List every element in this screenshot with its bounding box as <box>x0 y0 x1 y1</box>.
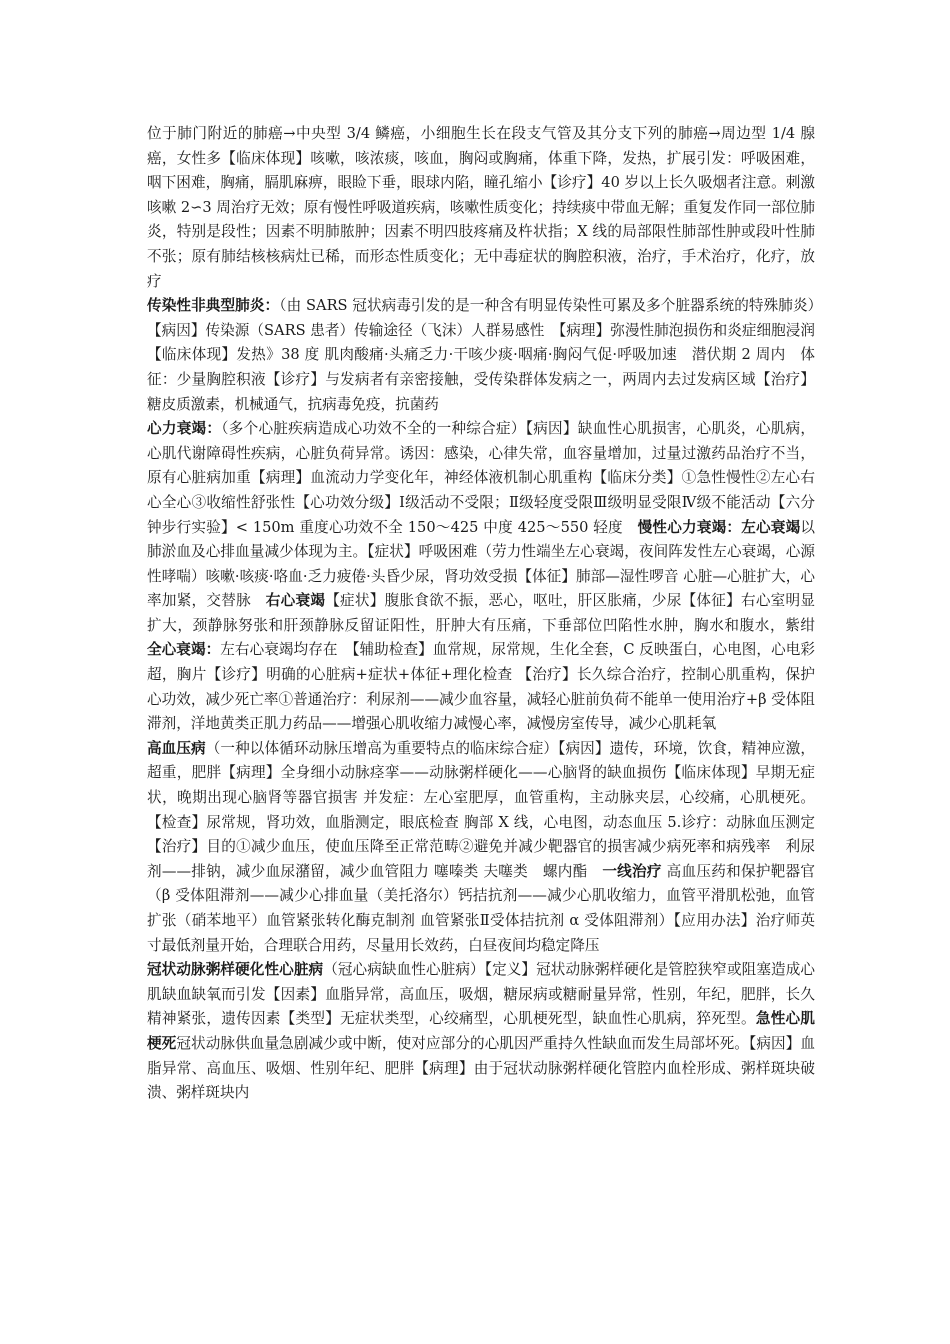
section-heading: 传染性非典型肺炎： <box>147 297 280 315</box>
paragraph-text: （多个心脏疾病造成心功效不全的一种综合症）【病因】缺血性心肌损害，心肌炎，心肌病，心肌代谢障碍性疾病，心脏负荷异常。诱因：感染，心律失常，血容量增加，过量过激药品治疗不当，原有心脏病加重【病理】血流动力学变化年，神经体液机制心肌重构【临床分类】①急性慢性②左心右心全心③收缩性舒张性【心功效分级】Ⅰ级活动不受限；Ⅱ级轻度受限Ⅲ级明显受限Ⅳ级不能活动【六分钟步行实验】< 150m 重度心功效不全 150～425 中度 425～550 轻度 <box>147 420 815 536</box>
subsection-heading: 全心衰竭： <box>147 641 221 659</box>
paragraph-text: 以肺淤血及心排血量减少体现为主。【症状】呼吸困难（劳力性端坐左心衰竭，夜间阵发性左心衰竭，心源性哮喘）咳嗽·咳痰·咯血·乏力疲倦·头昏少尿，肾功效受损【体征】肺部—湿性啰音 心脏—心脏扩大，心率加紧，交替脉 <box>147 518 815 610</box>
paragraph-text: （由 SARS 冠状病毒引发的是一种含有明显传染性可累及多个脏器系统的特殊肺炎） 【病因】传染源（SARS 患者）传输途径（飞沫）人群易感性 【病理】弥漫性肺泡损伤和炎症细胞浸润 【临床体现】发热》38 度 肌肉酸痛·头痛乏力·干咳少痰·咽痛·胸闷气促·呼吸加速 潜伏期 2 周内 体征：少量胸腔积液【诊疗】与发病者有亲密接触，受传染群体发病之一，两周内去过发病区域【治疗】糖皮质激素，机械通气，抗病毒免疫，抗菌药 <box>147 297 830 413</box>
paragraph-coronary <box>147 958 815 1106</box>
paragraph-text: 【症状】腹胀食欲不振，恶心，呕吐，肝区胀痛，少尿【体征】右心室明显扩大，颈静脉努张和肝颈静脉反留证阳性，肝肿大有压痛，下垂部位凹陷性水肿，胸水和腹水，紫绀 <box>147 592 830 634</box>
paragraph-lung-cancer <box>147 122 815 294</box>
paragraph-heart-failure <box>147 417 830 737</box>
section-heading: 心力衰竭： <box>147 420 222 438</box>
paragraph-text: 左右心衰竭均存在 【辅助检查】血常规，尿常规，生化全套，C 反映蛋白，心电图，心电彩超，胸片【诊疗】明确的心脏病+症状+体征+理化检查 【治疗】长久综合治疗，控制心肌重构，保护心功效，减少死亡率①普通治疗：利尿剂——减少血容量，减轻心脏前负荷不能单一使用治疗+β 受体阻滞剂，洋地黄类正肌力药品——增强心肌收缩力减慢心率，减慢房室传导，减少心肌耗氧 <box>147 641 815 733</box>
paragraph-text: 高血压药和保护靶器官（β 受体阻滞剂——减少心排血量（美托洛尔）钙拮抗剂——减少心肌收缩力，血管平滑肌松弛，血管扩张（硝苯地平）血管紧张转化酶克制剂 血管紧张Ⅱ受体拮抗剂 α 受体阻滞剂）【应用办法】治疗师英寸最低剂量开始，合理联合用药，尽量用长效药，白昼夜间均稳定降压 <box>147 862 815 954</box>
document-body <box>147 122 830 1106</box>
section-heading: 冠状动脉粥样硬化性心脏病 <box>147 961 324 979</box>
paragraph-text: 冠状动脉供血量急剧减少或中断，使对应部分的心肌因严重持久性缺血而发生局部坏死。【病因】血脂异常、高血压、吸烟、性别年纪、肥胖【病理】由于冠状动脉粥样硬化管腔内血栓形成、粥样斑块破溃、粥样斑块内 <box>147 1034 815 1102</box>
paragraph-text: 位于肺门附近的肺癌→中央型 3/4 鳞癌，小细胞生长在段支气管及其分支下列的肺癌→周边型 1/4 腺癌，女性多【临床体现】咳嗽，咳浓痰，咳血，胸闷或胸痛，体重下降，发热，扩展引发：呼吸困难，咽下困难，胸痛，膈肌麻痹，眼睑下垂，眼球内陷，瞳孔缩小【诊疗】40 岁以上长久吸烟者注意。刺激咳嗽 2∽3 周治疗无效；原有慢性呼吸道疾病，咳嗽性质变化；持续痰中带血无解；重复发作同一部位肺炎，特别是段性；因素不明肺脓肿；因素不明四肢疼痛及杵状指；X 线的局部限性肺部性肿或段叶性肺不张；原有肺结核核病灶已稀，而形态性质变化；无中毒症状的胸腔积液，治疗，手术治疗，化疗，放疗 <box>147 125 815 290</box>
subsection-heading: 右心衰竭 <box>265 592 326 610</box>
paragraph-text: （一种以体循环动脉压增高为重要特点的临床综合症）【病因】遗传，环境，饮食，精神应激，超重，肥胖【病理】全身细小动脉痉挛——动脉粥样硬化——心脑肾的缺血损伤【临床体现】早期无症状，晚期出现心脑肾等器官损害 并发症：左心室肥厚，血管重构，主动脉夹层，心绞痛，心肌梗死。【检查】尿常规，肾功效，血脂测定，眼底检查 胸部 X 线，心电图，动态血压 5.诊疗：动脉血压测定【治疗】目的①减少血压，使血压降至正常范畴②避免并减少靶器官的损害减少病死率和病残率 利尿剂——排钠，减少血尿潴留，减少血管阻力 噻嗪类 夫噻类 螺内酯 <box>147 739 815 880</box>
section-heading: 高血压病 <box>147 739 206 757</box>
subsection-heading: 一线治疗 <box>602 862 662 880</box>
subsection-heading: 急性心肌梗死 <box>147 1010 815 1052</box>
subsection-heading: 慢性心力衰竭：左心衰竭 <box>637 518 801 536</box>
paragraph-hypertension <box>147 737 815 958</box>
paragraph-sars <box>147 294 830 417</box>
paragraph-text: （冠心病缺血性心脏病）【定义】冠状动脉粥样硬化是管腔狭窄或阻塞造成心肌缺血缺氧而引发【因素】血脂异常，高血压，吸烟，糖尿病或糖耐量异常，性别，年纪，肥胖，长久精神紧张，遗传因素【类型】无症状类型，心绞痛型，心肌梗死型，缺血性心肌病，猝死型。 <box>147 961 815 1028</box>
